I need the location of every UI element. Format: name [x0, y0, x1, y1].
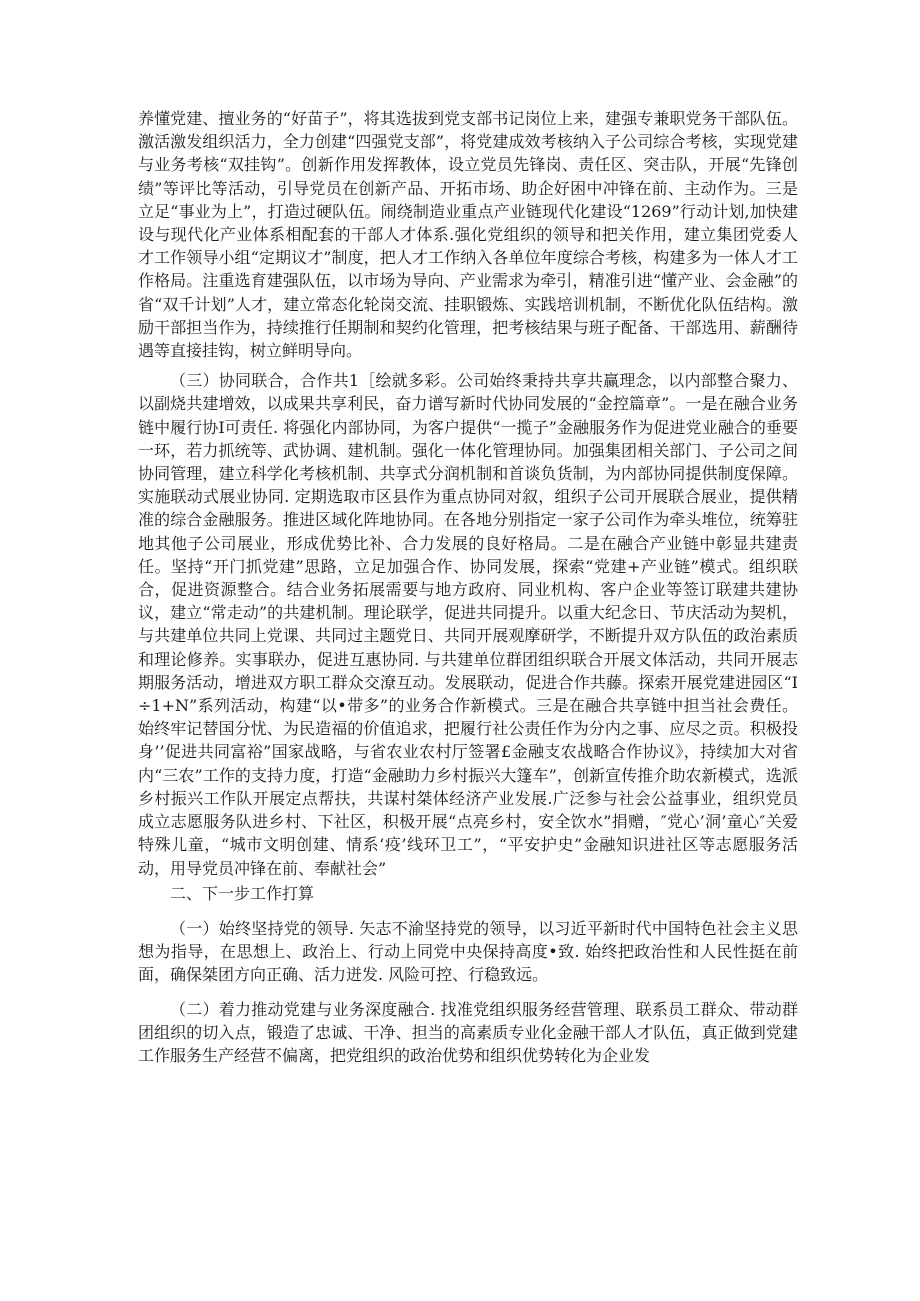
- paragraph-2: （三）协同联合，合作共1［绘就多彩。公司始终秉持共享共赢理念，以内部整合聚力、以副烧共建增效，以成果共享利民，奋力谱写新时代协同发展的“金控篇章”。一是在融合业务链中履行协I可责任. 将强化内部协同，为客户提供“一揽子”金融服务作为促进党业融合的垂要一环，若力抓统等、武协调、建机制。强化一体化管理协同。加强集团相关部门、子公司之间协同管理，建立科学化考核机制、共享式分润机制和首谈负货制，为内部协同提供制度保障。实施联动式展业协同. 定期选取市区县作为重点协同对叙，组织子公司开展联合展业，提供精准的综合金融服务。推进区域化阵地协同。在各地分别指定一家子公司作为牵头堆位，统筹驻地其他子公司展业，形成优势比补、合力发展的良好格局。二是在融合产业链中彰显共建责任。坚持“开门抓党建”思路，立足加强合作、协同发展，探索“党建+产业链”模式。组织联合，促进资源整合。结合业务拓展需要与地方政府、同业机构、客户企业等签订联建共建协议，建立“常走动”的共建机制。理论联学，促进共同提升。以重大纪念日、节庆活动为契机，与共建单位共同上党课、共同过主题党日、共同开展观摩研学，不断提升双方队伍的政治素质和理论修养。实事联办，促进互惠协同. 与共建单位群团组织联合开展文体活动，共同开展志期服务活动，增进双方职工群众交潦互动。发展联动，促进合作共藤。探索开展党建进园区“I÷1+N”系列活动，构建“以•带多”的业务合作新模式。三是在融合共享链中担当社会费任。始终牢记替国分忧、为民造福的价值追求，把履行社公责任作为分内之事、应尽之贡。积极投身’’促进共同富裕”国家战略，与省农业农村厅签署£金融支农战略合作协议》，持续加大对省内“三农”工作的支持力度，打造“金融助力乡村振兴大篷车”，创新宣传推介助农新模式，选派乡村振兴工作队开展定点帮扶，共谋村桀体经济产业发展.广泛参与社会公益事业，组织党员成立志愿服务队进乡村、下社区，积极开展“点亮乡村，安全饮水”捐赠，″党心’洞’童心″关爱特殊儿童，“城市文明创建、情系‘疫’线环卫工”，“平安护史”金融知识进社区等志愿服务活动，用导党员冲锋在前、奉献社会”: [138, 371, 798, 878]
- document-body: [138, 107, 798, 1067]
- paragraph-3: （一）始终坚持党的领导. 矢志不渝坚持党的领导，以习近平新时代中国特色社会主义思想为指导，在思想上、政治上、行动上同党中央保持高度•致. 始终把政治性和人民性挺在前面，确保桀团方向正确、活力迸发. 风险可控、行稳致远。: [138, 918, 798, 985]
- section-heading: 二、下一步工作打算: [170, 883, 315, 903]
- paragraph-4: （二）着力推动党建与业务深度融合. 找准党组织服务经营管理、联系员工群众、带动群团组织的切入点，锻造了忠诚、干净、担当的高素质专业化金融干部人才队伍，真正做到党建工作服务生产经营不偏离，把党组织的政治优势和组织优势转化为企业发: [138, 999, 798, 1065]
- paragraph-1: 养懂党建、擅业务的“好苗子”，将其选拔到党支部书记岗位上来，建强专兼职党务干部队伍。激活激发组织活力，全力创建“四强党支部”，将党建成效考核纳入子公司综合考核，实现党建与业务考核“双挂钩”。创新作用发挥教体，设立党员先锋岗、责任区、突击队，开展“先锋创绩”等评比等活动，引导党员在创新产品、开拓市场、助企好困中冲锋在前、主动作为。三是立足“事业为上”，打造过硬队伍。闹绕制造业重点产业链现代化建设“1269”行动计划,加快建设与现代化产业体系相配套的干部人才体系.强化党组织的领导和把关作用，建立集团党委人才工作领导小组“定期议才”制度，把人才工作纳入各单位年度综合考核，构建多为一体人才工作格局。注重选育建强队伍，以市场为导向、产业需求为牵引，精准引进“懂产业、会金融”的省“双千计划”人才，建立常态化轮岗交流、挂职锻炼、实践培训机制，不断优化队伍结构。激励干部担当作为，持续推行任期制和契约化管理，把考核结果与班子配备、干部选用、薪酬待遇等直接挂钩，树立鲜明导向。: [138, 109, 798, 361]
